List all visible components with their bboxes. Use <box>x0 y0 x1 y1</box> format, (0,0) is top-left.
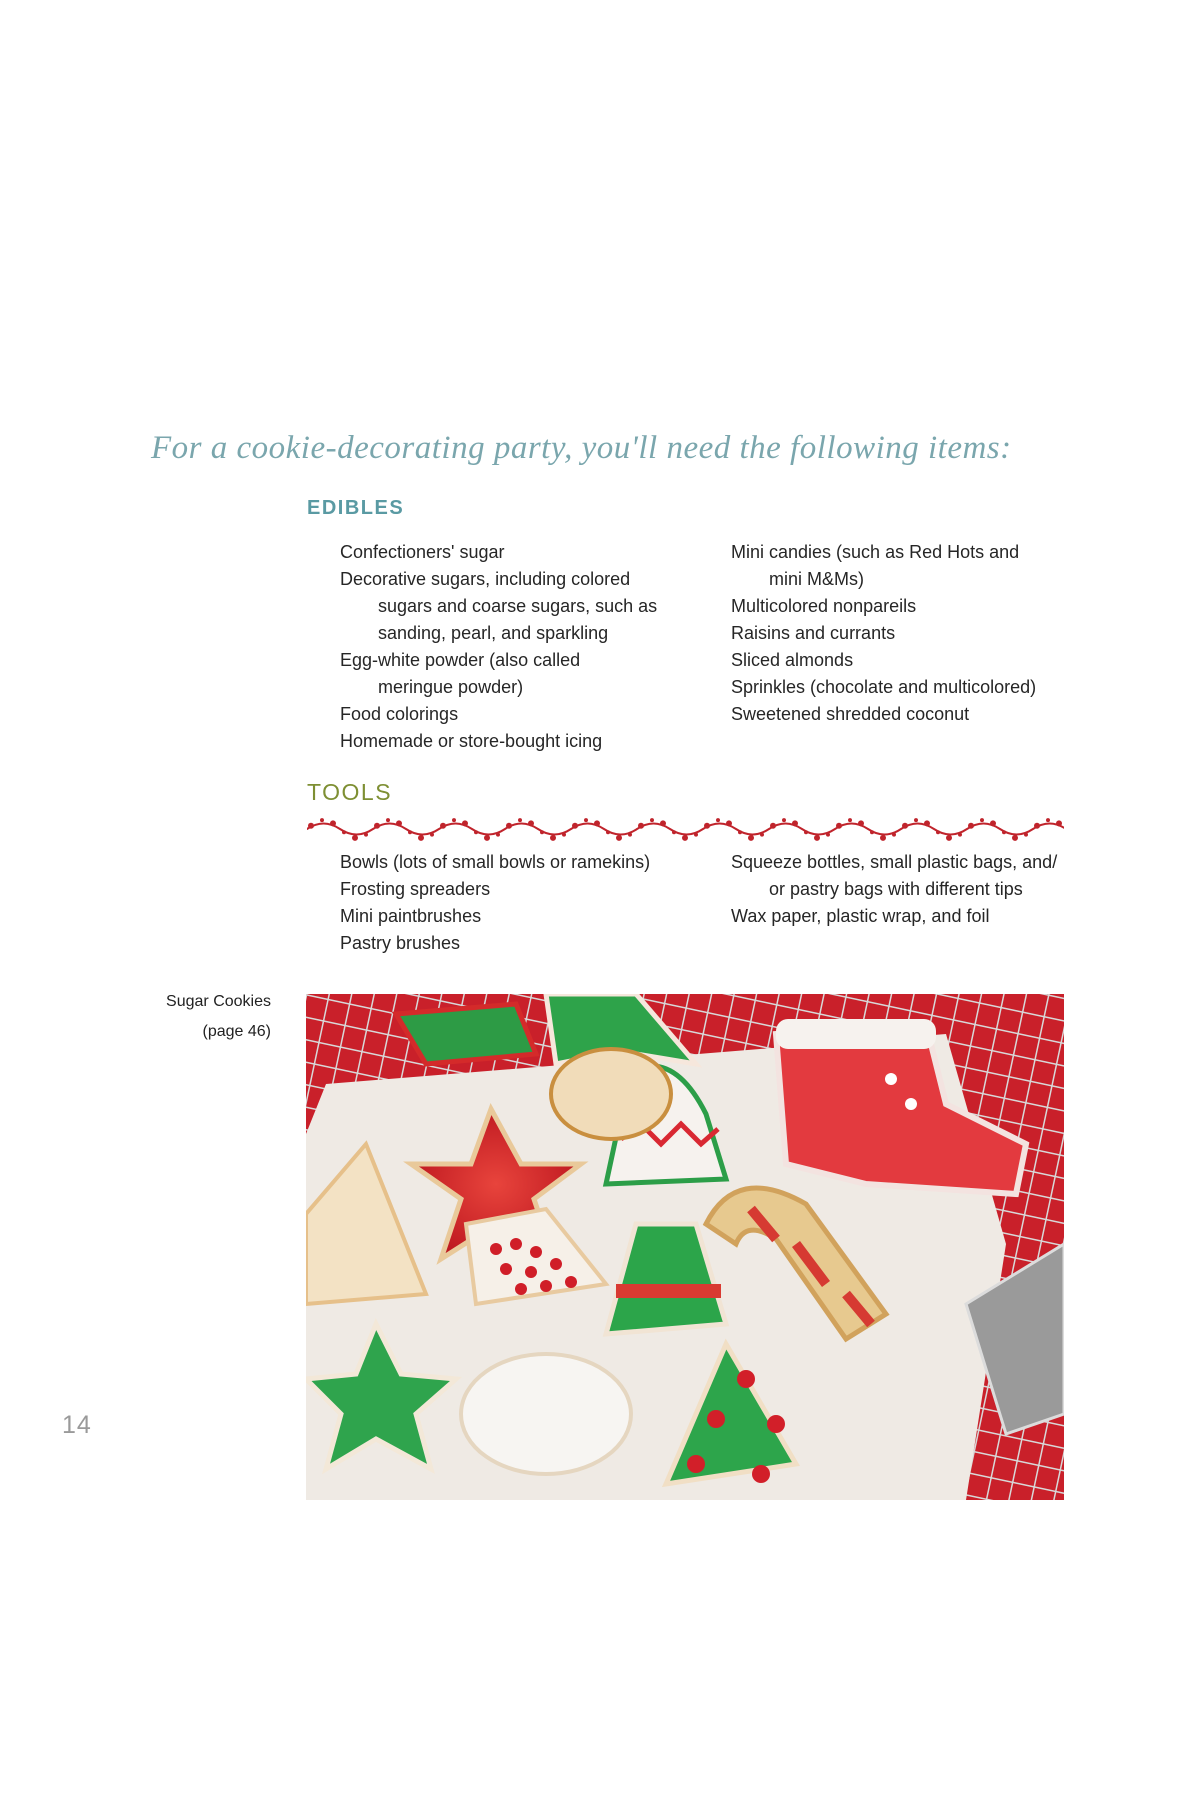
list-item: Pastry brushes <box>340 933 461 953</box>
list-item: sanding, pearl, and sparkling <box>378 623 609 643</box>
garland-bead <box>804 830 808 834</box>
garland-bead <box>836 823 842 829</box>
list-item: Multicolored nonpareils <box>731 596 917 616</box>
list-item: Food colorings <box>340 704 459 724</box>
garland-bead <box>408 830 412 834</box>
garland-bead <box>892 833 896 837</box>
garland-bead <box>1056 820 1062 826</box>
tools-list-right <box>731 849 1057 930</box>
list-item: Sliced almonds <box>731 650 854 670</box>
garland-bead <box>320 818 324 822</box>
garland-bead <box>870 830 874 834</box>
garland-bead <box>496 833 500 837</box>
garland-bead <box>572 823 578 829</box>
list-item: or pastry bags with different tips <box>769 879 1023 899</box>
garland-bead <box>682 835 688 841</box>
list-item: Egg-white powder (also called <box>340 650 581 670</box>
garland-bead <box>418 835 424 841</box>
garland-bead <box>386 818 390 822</box>
garland-bead <box>1012 835 1018 841</box>
list-item: Homemade or store-bought icing <box>340 731 603 751</box>
garland-bead <box>958 833 962 837</box>
garland-bead <box>396 820 402 826</box>
list-item: Sprinkles (chocolate and multicolored) <box>731 677 1037 697</box>
garland-bead <box>628 833 632 837</box>
garland-bead <box>308 823 314 829</box>
garland-bead <box>1034 823 1040 829</box>
garland-bead <box>848 818 852 822</box>
garland-bead <box>606 830 610 834</box>
garland-bead <box>704 823 710 829</box>
garland-bead <box>550 835 556 841</box>
garland-bead <box>748 835 754 841</box>
list-item: Mini candies (such as Red Hots and <box>731 542 1020 562</box>
garland-bead <box>364 833 368 837</box>
list-item: mini M&Ms) <box>769 569 864 589</box>
garland-bead <box>782 818 786 822</box>
garland-bead <box>826 833 830 837</box>
garland-bead <box>474 830 478 834</box>
garland-bead <box>660 820 666 826</box>
garland-bead <box>638 823 644 829</box>
caption-title: Sugar Cookies <box>166 993 271 1010</box>
photo-caption <box>166 987 271 1047</box>
tools-heading: TOOLS <box>307 779 393 805</box>
garland-bead <box>770 823 776 829</box>
garland-bead <box>726 820 732 826</box>
garland-bead <box>1002 830 1006 834</box>
garland-bead <box>858 820 864 826</box>
garland-bead <box>880 835 886 841</box>
garland-bead <box>924 820 930 826</box>
list-item: Squeeze bottles, small plastic bags, and/ <box>731 852 1058 872</box>
garland-bead <box>594 820 600 826</box>
list-item: Sweetened shredded coconut <box>731 704 970 724</box>
garland-bead <box>1024 833 1028 837</box>
garland-bead <box>540 830 544 834</box>
intro-heading: For a cookie-decorating party, you'll need the following items: <box>151 430 1012 466</box>
list-item: Wax paper, plastic wrap, and foil <box>731 906 990 926</box>
page-number: 14 <box>62 1411 92 1439</box>
garland-bead <box>1046 818 1050 822</box>
garland-bead <box>814 835 820 841</box>
garland-bead <box>562 833 566 837</box>
cookies-photo <box>306 994 1064 1500</box>
garland-bead <box>968 823 974 829</box>
garland-bead <box>430 833 434 837</box>
garland-bead <box>616 835 622 841</box>
garland-bead <box>990 820 996 826</box>
garland-divider <box>307 816 1064 842</box>
garland-bead <box>462 820 468 826</box>
edibles-list-right <box>731 539 1036 728</box>
garland-bead <box>506 823 512 829</box>
garland-bead <box>352 835 358 841</box>
garland-bead <box>650 818 654 822</box>
list-item: Decorative sugars, including colored <box>340 569 631 589</box>
garland-bead <box>936 830 940 834</box>
garland-bead <box>330 820 336 826</box>
garland-bead <box>374 823 380 829</box>
garland-bead <box>946 835 952 841</box>
garland-bead <box>452 818 456 822</box>
list-item: Mini paintbrushes <box>340 906 482 926</box>
garland-bead <box>716 818 720 822</box>
garland-bead <box>518 818 522 822</box>
garland-bead <box>672 830 676 834</box>
garland-bead <box>914 818 918 822</box>
garland-bead <box>902 823 908 829</box>
garland-bead <box>694 833 698 837</box>
list-item: sugars and coarse sugars, such as <box>378 596 658 616</box>
edibles-heading: EDIBLES <box>307 497 405 519</box>
caption-page-ref: (page 46) <box>202 1023 271 1040</box>
garland-bead <box>738 830 742 834</box>
list-item: meringue powder) <box>378 677 524 697</box>
garland-bead <box>528 820 534 826</box>
list-item: Raisins and currants <box>731 623 896 643</box>
garland-bead <box>342 830 346 834</box>
garland-bead <box>484 835 490 841</box>
garland-bead <box>792 820 798 826</box>
garland-bead <box>980 818 984 822</box>
tools-list-left <box>340 849 650 957</box>
list-item: Frosting spreaders <box>340 879 491 899</box>
garland-bead <box>440 823 446 829</box>
list-item: Bowls (lots of small bowls or ramekins) <box>340 852 651 872</box>
garland-bead <box>760 833 764 837</box>
edibles-list-left <box>340 539 657 755</box>
list-item: Confectioners' sugar <box>340 542 505 562</box>
garland-bead <box>584 818 588 822</box>
